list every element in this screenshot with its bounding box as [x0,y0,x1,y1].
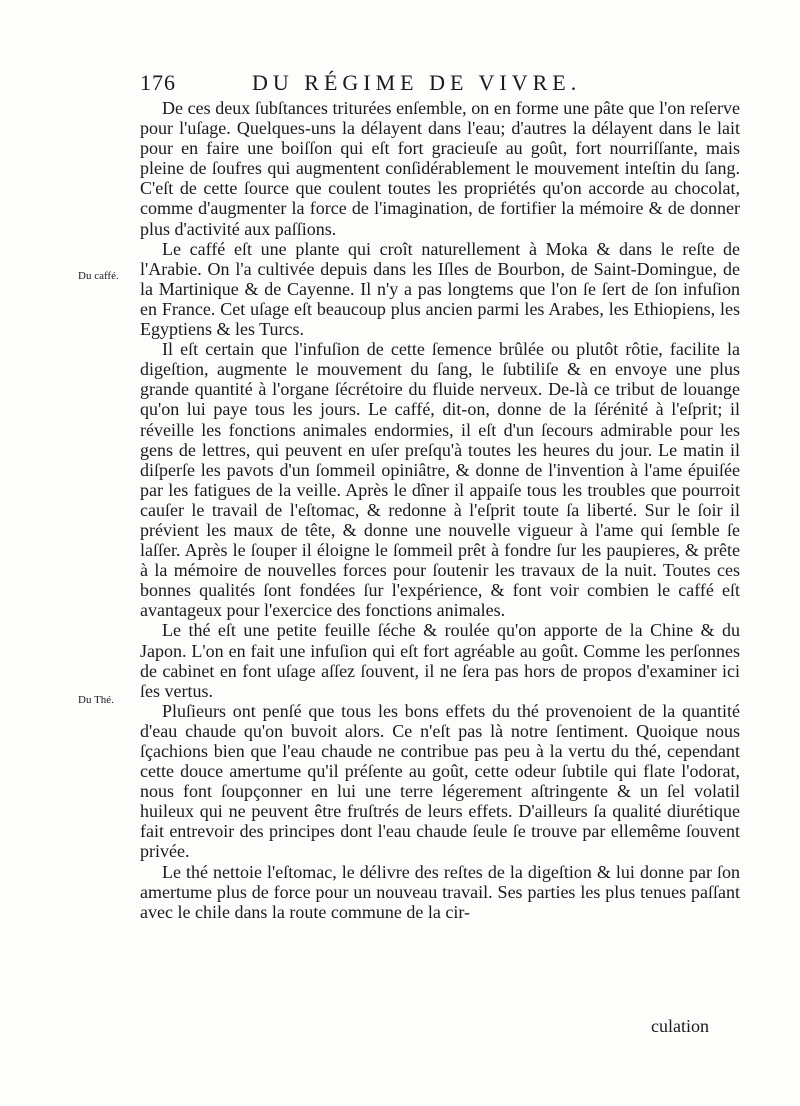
paragraph-the-estomac: Le thé nettoie l'eſtomac, le délivre des reſtes de la digeſtion & lui donne par ſon amertume plus de force pour un nouveau travail. Ses parties les plus tenues paſſant avec le chile dans la route commune de la cir- [140,861,740,922]
running-title: DU RÉGIME DE VIVRE. [252,70,582,95]
paragraph-cafe-origine: Le caffé eſt une plante qui croît naturellement à Moka & dans le reſte de l'Arabie. On l'a cultivée depuis dans les Iſles de Bourbon, de Saint-Domingue, de la Martinique & de Cayenne. Il n'y a pas longtems que l'on ſe ſert de ſon infuſion en France. Cet uſage eſt beaucoup plus ancien parmi les Arabes, les Ethiopiens, les Egyptiens & les Turcs. [140,238,740,340]
paragraph-cafe-vertus: Il eſt certain que l'infuſion de cette ſemence brûlée ou plutôt rôtie, facilite la digeſtion, augmente le mouvement du ſang, le ſubtiliſe & en envoye une plus grande quantité à l'organe ſécrétoire du fluide nerveux. De-là ce tribut de louange qu'on lui paye tous les jours. Le caffé, dit-on, donne de la ſérénité à l'eſprit; il réveille les fonctions animales endormies, il eſt d'un ſecours admirable pour les gens de lettres, qui peuvent en uſer preſqu'à toutes les heures du jour. Le matin il diſperſe les pavots d'un ſommeil opiniâtre, & donne de l'invention à l'ame épuiſée par les fatigues de la veille. Après le dîner il appaiſe tous les troubles que pourroit cauſer le travail de l'eſtomac, & redonne à l'eſprit toute ſa liberté. Sur le ſoir il prévient les maux de tête, & donne une nouvelle vigueur à l'ame qui ſemble ſe laſſer. Après le ſouper il éloigne le ſommeil prêt à fondre ſur les paupieres, & prête à la mémoire de nouvelles forces pour ſoutenir les travaux de la nuit. Toutes ces bonnes qualités ſont fondées ſur l'expérience, & font voir combien le caffé eſt avantageux pour l'exercice des fonctions animales. [140,339,740,621]
paragraph-the-origine: Le thé eſt une petite feuille ſéche & roulée qu'on apporte de la Chine & du Japon. L'on en fait une infuſion qui eſt fort agréable au goût. Comme les perſonnes de cabinet en font uſage aſſez ſouvent, il ne ſera pas hors de propos d'examiner ici ſes vertus. [140,620,740,701]
page-header [140,70,740,98]
margin-note-the: Du Thé. [78,694,114,706]
catchword: culation [651,1016,709,1036]
paragraph-chocolat: De ces deux ſubſtances triturées enſemble, on en forme une pâte que l'on reſerve pour l'uſage. Quelques-uns la délayent dans l'eau; d'autres la délayent dans le lait pour en faire une boiſſon qui eſt fort gracieuſe au goût, fort nourriſſante, mais pleine de ſoufres qui augmentent conſidérablement le mouvement inteſtin du ſang. C'eſt de cette ſource que coulent toutes les propriétés qu'on accorde au chocolat, comme d'augmenter la force de l'imagination, de fortifier la mémoire & de donner plus d'activité aux paſſions. [140,98,740,239]
margin-note-cafe: Du caffé. [78,270,119,282]
paragraph-the-effets: Pluſieurs ont penſé que tous les bons effets du thé provenoient de la quantité d'eau chaude qu'on buvoit alors. Ce n'eſt pas là notre ſentiment. Quoique nous ſçachions bien que l'eau chaude ne contribue pas peu à la vertu du thé, cependant cette douce amertume qu'il préſente au goût, cette odeur ſubtile qui flate l'odorat, nous font ſoupçonner en lui une terre légerement aſtringente & un ſel volatil huileux qui ne peuvent être fruſtrés de leurs effets. D'ailleurs ſa qualité diurétique fait entrevoir des principes dont l'eau chaude ſeule ſe trouve par ellemême ſouvent privée. [140,700,740,862]
page-number: 176 [140,70,176,95]
main-text [140,98,740,922]
